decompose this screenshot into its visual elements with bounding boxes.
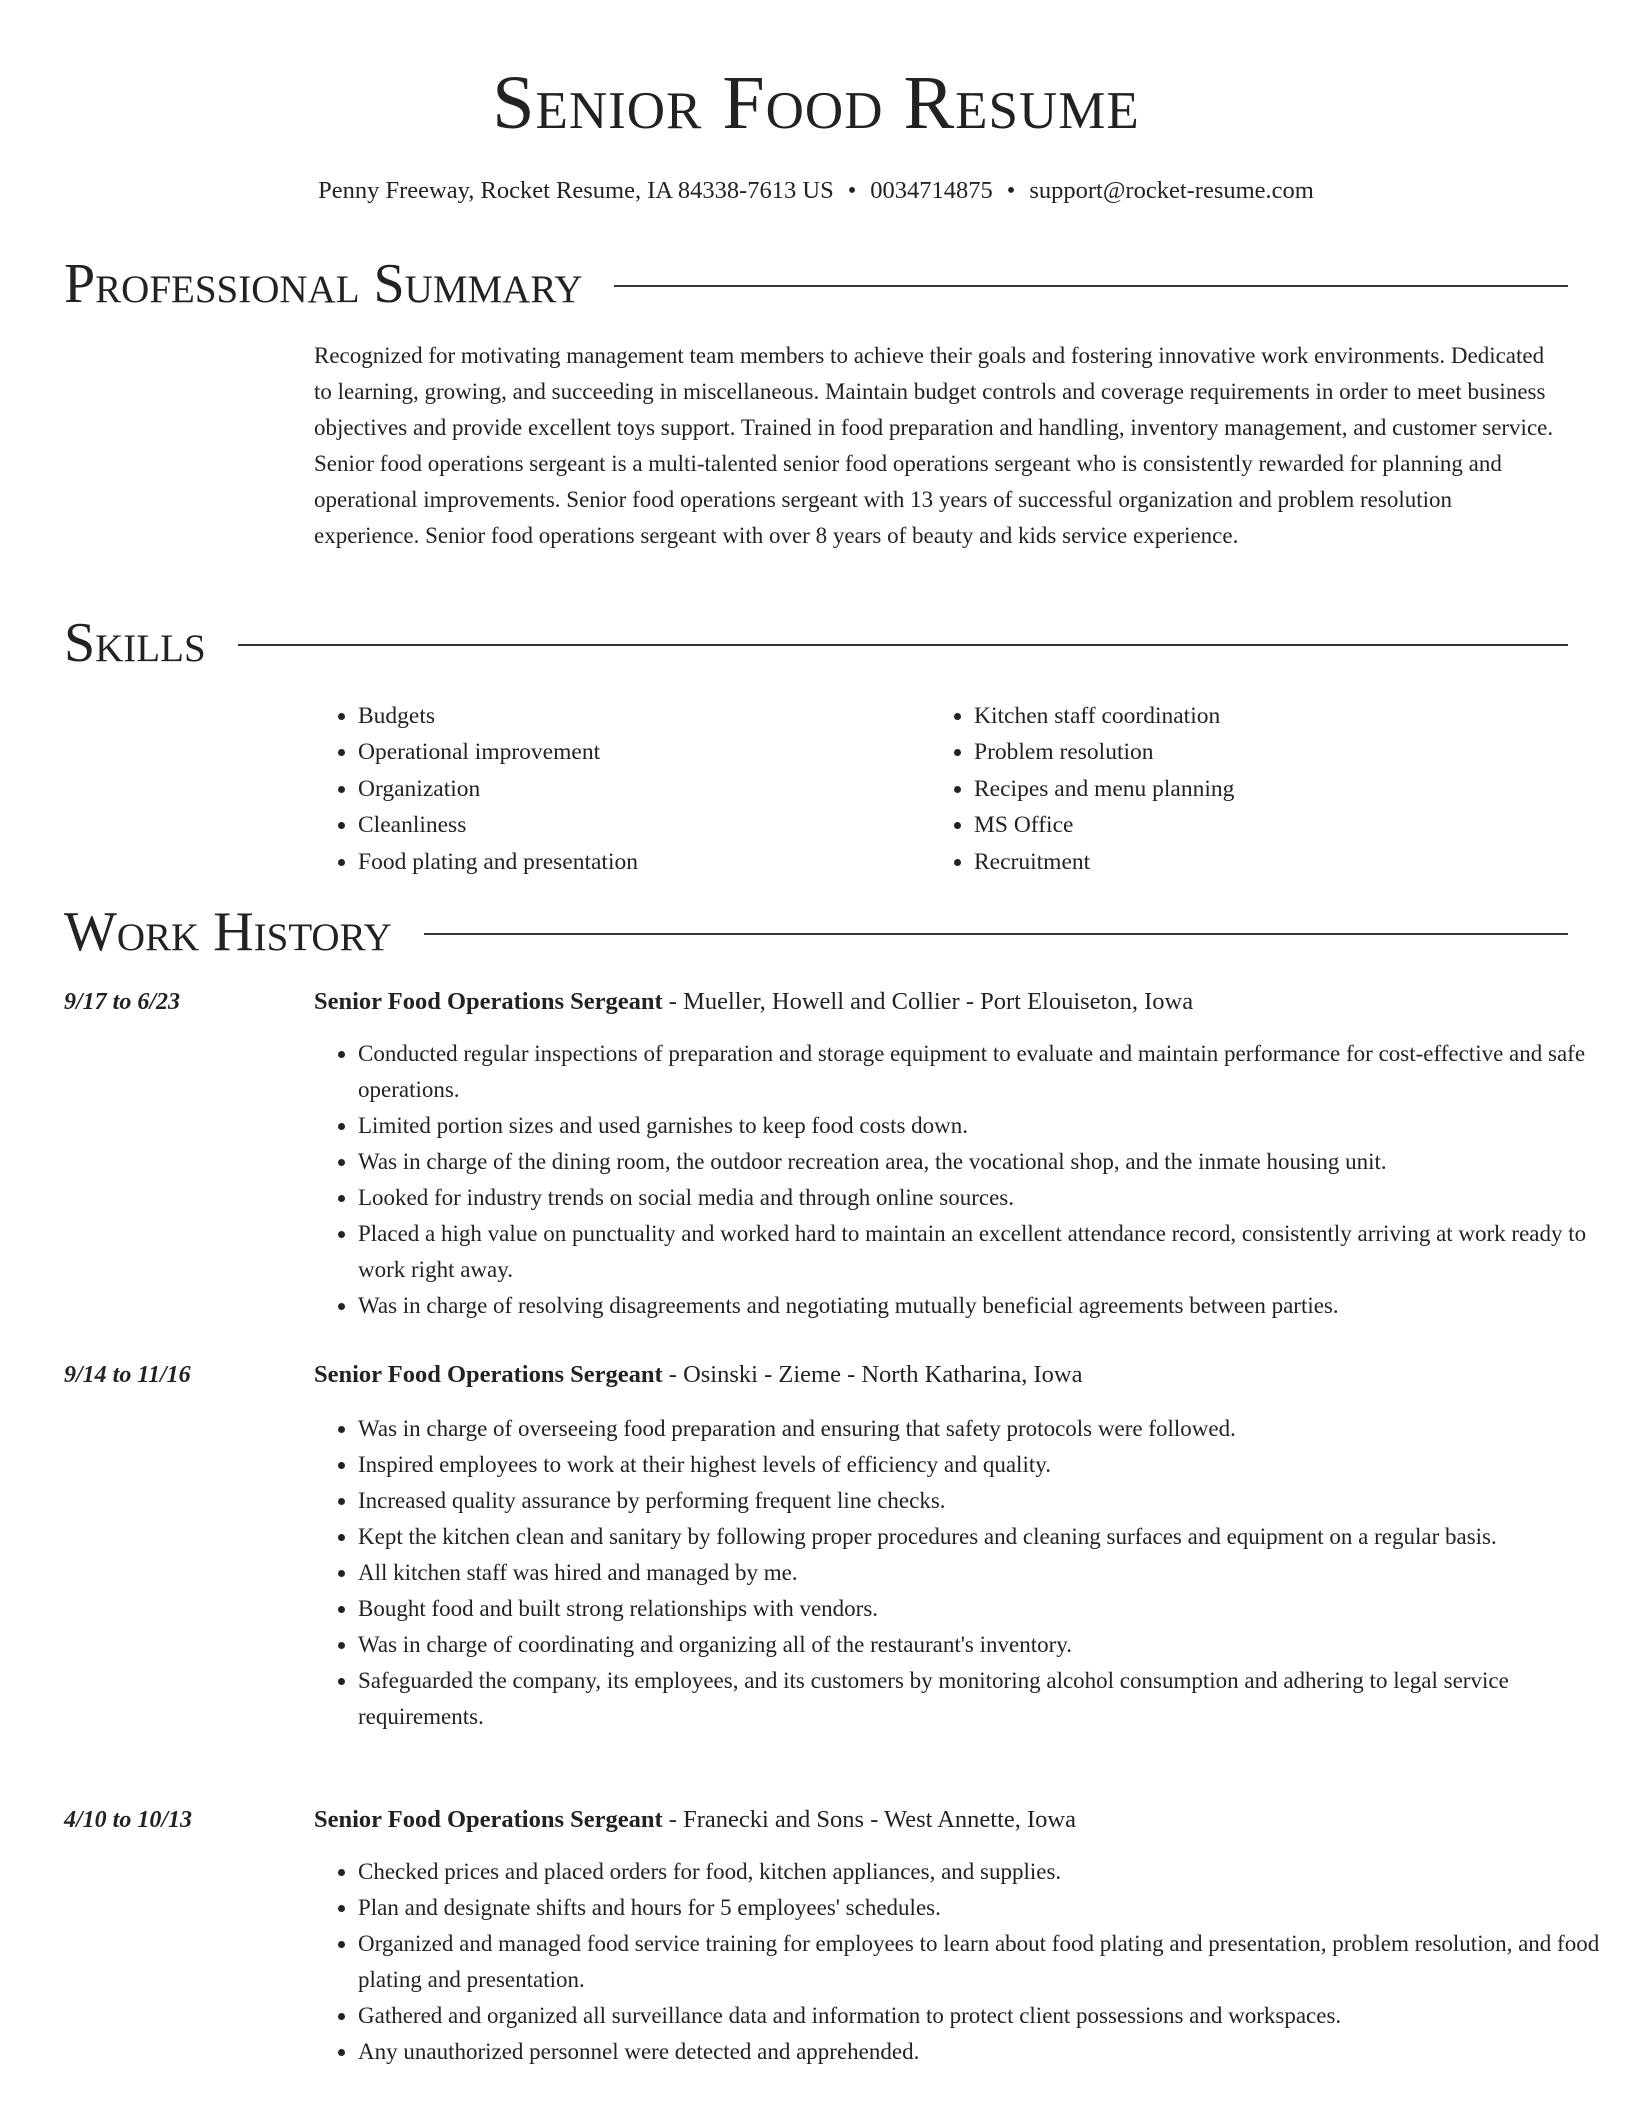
section-divider <box>424 933 1568 935</box>
job-bullet: • Was in charge of overseeing food preparation and ensuring that safety protocols were followed. <box>358 1411 1612 1447</box>
skills-column-left <box>314 698 930 880</box>
job-role: Senior Food Operations Sergeant <box>314 1361 663 1388</box>
contact-email: support@rocket-resume.com <box>1029 177 1314 204</box>
job-bullet: • Gathered and organized all surveillance data and information to protect client possessions and workspaces. <box>358 1998 1612 2034</box>
job-bullets <box>314 1411 1612 1735</box>
skills-column-right <box>930 698 1554 880</box>
section-header-skills <box>64 611 1568 675</box>
skill-item: • Operational improvement <box>358 734 930 770</box>
job-company: - Osinski - Zieme - North Katharina, Iowa <box>662 1361 1083 1388</box>
job-bullet: • Plan and designate shifts and hours for 5 employees' schedules. <box>358 1890 1612 1926</box>
job-bullet: • Looked for industry trends on social media and through online sources. <box>358 1180 1612 1216</box>
job-bullet: • Organized and managed food service training for employees to learn about food plating and presentation, problem resolution, and food plating and presentation. <box>358 1926 1612 1998</box>
contact-separator: • <box>847 177 857 204</box>
job-headline <box>314 1802 1076 1838</box>
job-bullet: • Safeguarded the company, its employees, and its customers by monitoring alcohol consumption and adhering to legal service requirements. <box>358 1663 1612 1735</box>
resume-title: Senior Food Resume <box>492 61 1140 145</box>
job-headline <box>314 1357 1082 1393</box>
job-role: Senior Food Operations Sergeant <box>314 1806 663 1833</box>
job-bullet: • Placed a high value on punctuality and worked hard to maintain an excellent attendance record, consistently arriving at work ready to work right away. <box>358 1216 1612 1288</box>
skill-item: • Food plating and presentation <box>358 844 930 880</box>
job-dates: 9/17 to 6/23 <box>64 989 181 1015</box>
section-header-summary <box>64 252 1568 316</box>
job-bullet: • Was in charge of the dining room, the outdoor recreation area, the vocational shop, and the inmate housing unit. <box>358 1144 1612 1180</box>
section-title: Work History <box>64 901 392 963</box>
contact-address: Penny Freeway, Rocket Resume, IA 84338-7613 US <box>318 177 834 204</box>
section-header-work-history <box>64 900 1568 964</box>
job-dates: 4/10 to 10/13 <box>64 1807 193 1833</box>
job-bullet: • All kitchen staff was hired and managed by me. <box>358 1555 1612 1591</box>
job-bullet: • Bought food and built strong relationships with vendors. <box>358 1591 1612 1627</box>
skill-item: • Recruitment <box>974 844 1554 880</box>
job-bullet: • Inspired employees to work at their highest levels of efficiency and quality. <box>358 1447 1612 1483</box>
job-bullets <box>314 1854 1612 2070</box>
skill-item: • Organization <box>358 771 930 807</box>
job-bullet: • Limited portion sizes and used garnishes to keep food costs down. <box>358 1108 1612 1144</box>
job-bullet: • Checked prices and placed orders for food, kitchen appliances, and supplies. <box>358 1854 1612 1890</box>
job-bullet: • Was in charge of coordinating and organizing all of the restaurant's inventory. <box>358 1627 1612 1663</box>
job-bullet: • Conducted regular inspections of preparation and storage equipment to evaluate and maintain performance for cost-effective and safe operations. <box>358 1036 1612 1108</box>
section-divider <box>238 644 1568 646</box>
section-title: Skills <box>64 612 206 674</box>
section-divider <box>614 285 1568 287</box>
skill-item: • Cleanliness <box>358 807 930 843</box>
job-bullet: • Kept the kitchen clean and sanitary by following proper procedures and cleaning surfaces and equipment on a regular basis. <box>358 1519 1612 1555</box>
job-role: Senior Food Operations Sergeant <box>314 988 663 1015</box>
job-bullets <box>314 1036 1612 1324</box>
contact-line <box>0 176 1632 206</box>
section-title: Professional Summary <box>64 253 583 315</box>
skill-item: • MS Office <box>974 807 1554 843</box>
job-company: - Franecki and Sons - West Annette, Iowa <box>662 1806 1076 1833</box>
job-bullet: • Was in charge of resolving disagreements and negotiating mutually beneficial agreements between parties. <box>358 1288 1612 1324</box>
skill-item: • Recipes and menu planning <box>974 771 1554 807</box>
summary-text: Recognized for motivating management team members to achieve their goals and fostering innovative work environments. Dedicated to learning, growing, and succeeding in miscellaneous. Maintain budget controls and coverage requirements in order to meet business objectives and provide excellent toys support. Trained in food preparation and handling, inventory management, and customer service. Senior food operations sergeant is a multi-talented senior food operations sergeant who is consistently rewarded for planning and operational improvements. Senior food operations sergeant with 13 years of successful organization and problem resolution experience. Senior food operations sergeant with over 8 years of beauty and kids service experience. <box>314 343 1554 548</box>
skill-item: • Budgets <box>358 698 930 734</box>
job-dates: 9/14 to 11/16 <box>64 1362 191 1388</box>
job-bullet: • Increased quality assurance by performing frequent line checks. <box>358 1483 1612 1519</box>
skills-list <box>314 698 1554 880</box>
job-bullet: • Any unauthorized personnel were detected and apprehended. <box>358 2034 1612 2070</box>
contact-separator: • <box>1006 177 1016 204</box>
skill-item: • Problem resolution <box>974 734 1554 770</box>
job-company: - Mueller, Howell and Collier - Port Elouiseton, Iowa <box>662 988 1194 1015</box>
contact-phone: 0034714875 <box>870 177 993 204</box>
skill-item: • Kitchen staff coordination <box>974 698 1554 734</box>
job-headline <box>314 984 1193 1020</box>
